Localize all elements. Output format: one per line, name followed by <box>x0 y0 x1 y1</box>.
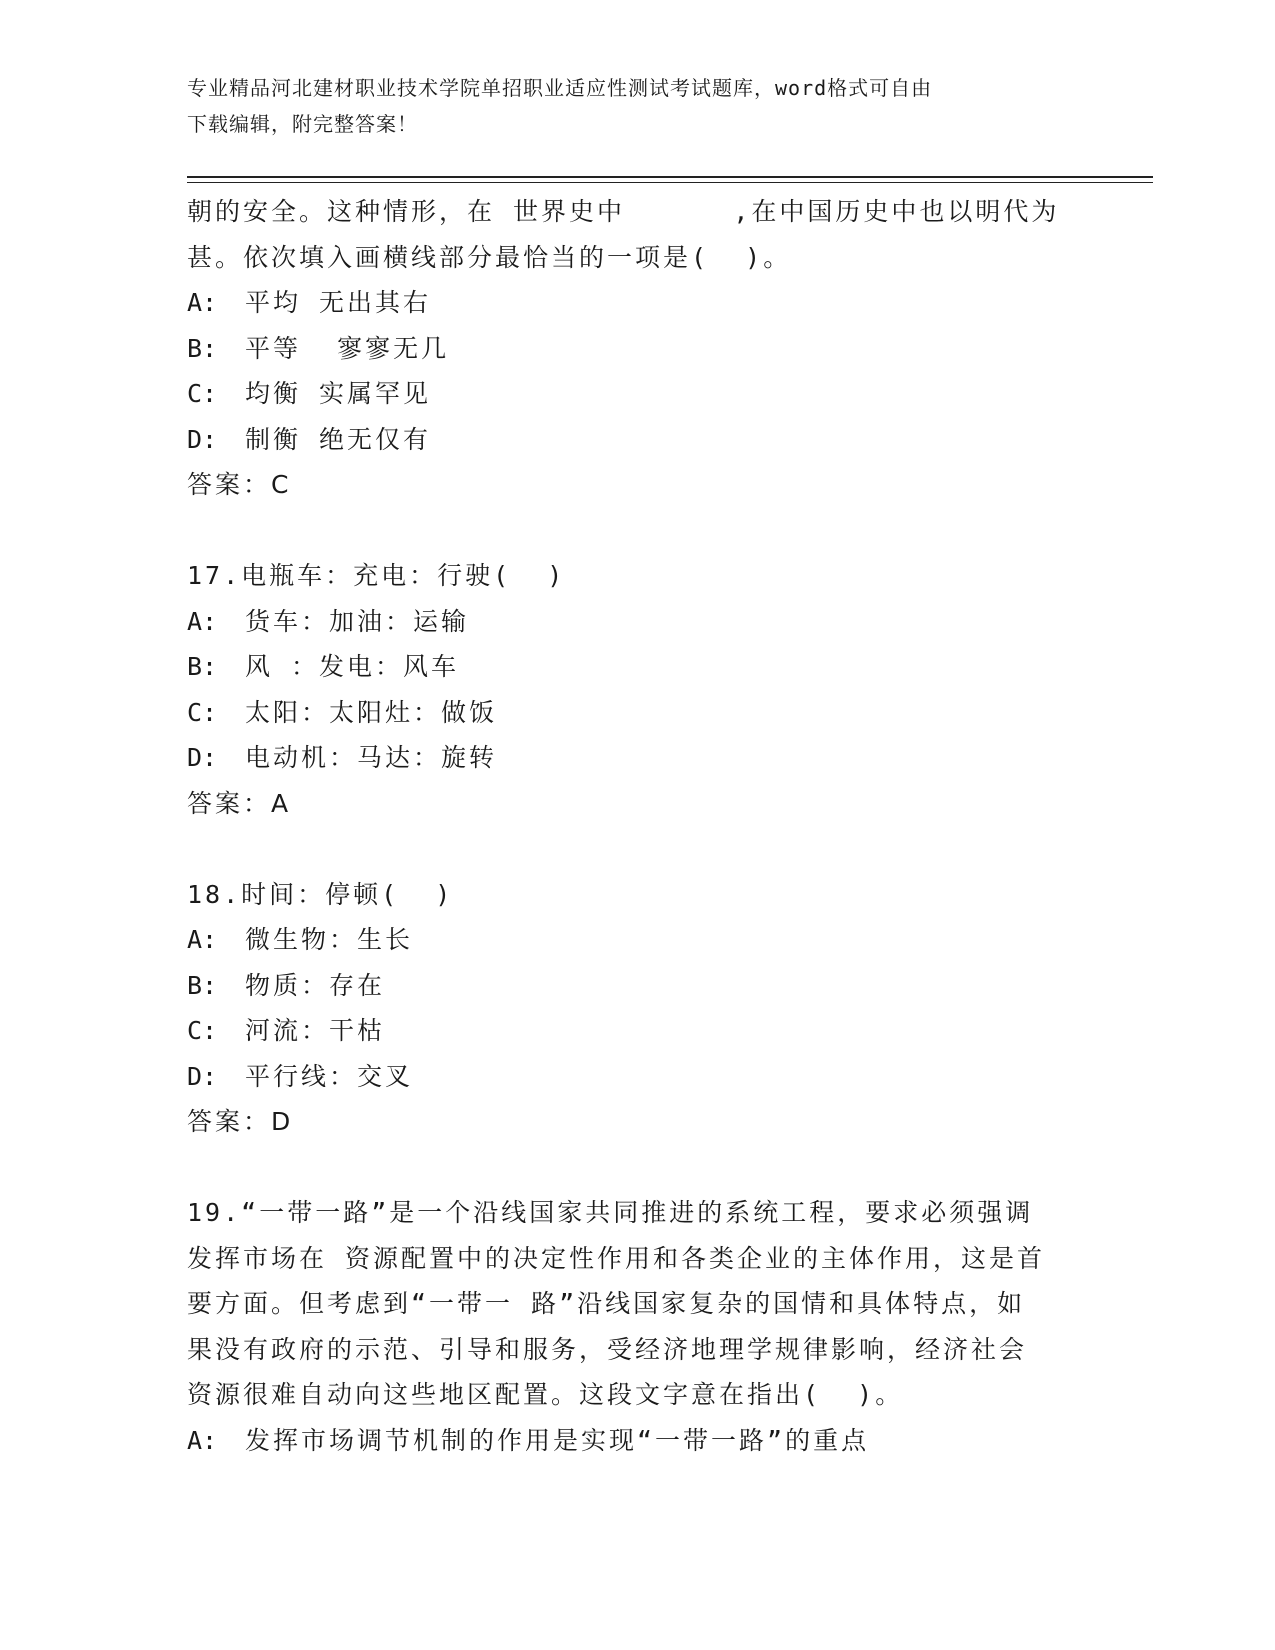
option-b: B: 物质：存在 <box>187 970 386 1000</box>
answer-line: 答案：D <box>187 1107 294 1136</box>
option-a: A: 货车：加油：运输 <box>187 606 470 636</box>
question-stem-line: 要方面。但考虑到“一带一 路”沿线国家复杂的国情和具体特点，如 <box>187 1289 1026 1318</box>
option-d: D: 平行线：交叉 <box>187 1061 414 1091</box>
question-stem-line: 果没有政府的示范、引导和服务，受经济地理学规律影响，经济社会 <box>187 1334 1028 1364</box>
question-stem: 18.时间：停顿( ) <box>187 879 454 909</box>
question-16 <box>187 189 1067 508</box>
option-d: D: 制衡 绝无仅有 <box>187 424 432 454</box>
option-d: D: 电动机：马达：旋转 <box>187 743 498 772</box>
header-line-2: 下载编辑，附完整答案！ <box>187 112 418 136</box>
header-rule-thin <box>187 182 1153 183</box>
question-content <box>187 189 1067 1463</box>
option-c: C: 河流：干枯 <box>187 1016 386 1045</box>
option-a: A: 微生物：生长 <box>187 925 414 954</box>
option-b: B: 平等 寥寥无几 <box>187 333 450 363</box>
question-stem: 17.电瓶车：充电：行驶( ) <box>187 561 566 590</box>
question-stem-line: 发挥市场在 资源配置中的决定性作用和各类企业的主体作用，这是首 <box>187 1243 1046 1273</box>
question-stem-line: 朝的安全。这种情形，在 世界史中 ,在中国历史中也以明代为 <box>187 197 1060 226</box>
option-b: B: 风 ：发电：风车 <box>187 652 460 681</box>
option-c: C: 太阳：太阳灶：做饭 <box>187 697 498 727</box>
question-stem-line: 19.“一带一路”是一个沿线国家共同推进的系统工程，要求必须强调 <box>187 1198 1034 1227</box>
answer-line: 答案：A <box>187 788 292 818</box>
option-a: A: 发挥市场调节机制的作用是实现“一带一路”的重点 <box>187 1425 870 1455</box>
option-c: C: 均衡 实属罕见 <box>187 379 432 408</box>
question-18 <box>187 872 1067 1145</box>
question-19 <box>187 1190 1067 1463</box>
question-stem-line: 甚。依次填入画横线部分最恰当的一项是( )。 <box>187 242 792 272</box>
question-stem-line: 资源很难自动向这些地区配置。这段文字意在指出( )。 <box>187 1380 904 1409</box>
answer-line: 答案：C <box>187 470 292 499</box>
question-17 <box>187 553 1067 826</box>
header-line-1: 专业精品河北建材职业技术学院单招职业适应性测试考试题库，word格式可自由 <box>187 76 933 100</box>
option-a: A: 平均 无出其右 <box>187 288 432 317</box>
page-header <box>187 70 1087 142</box>
header-rule-thick <box>187 176 1153 178</box>
